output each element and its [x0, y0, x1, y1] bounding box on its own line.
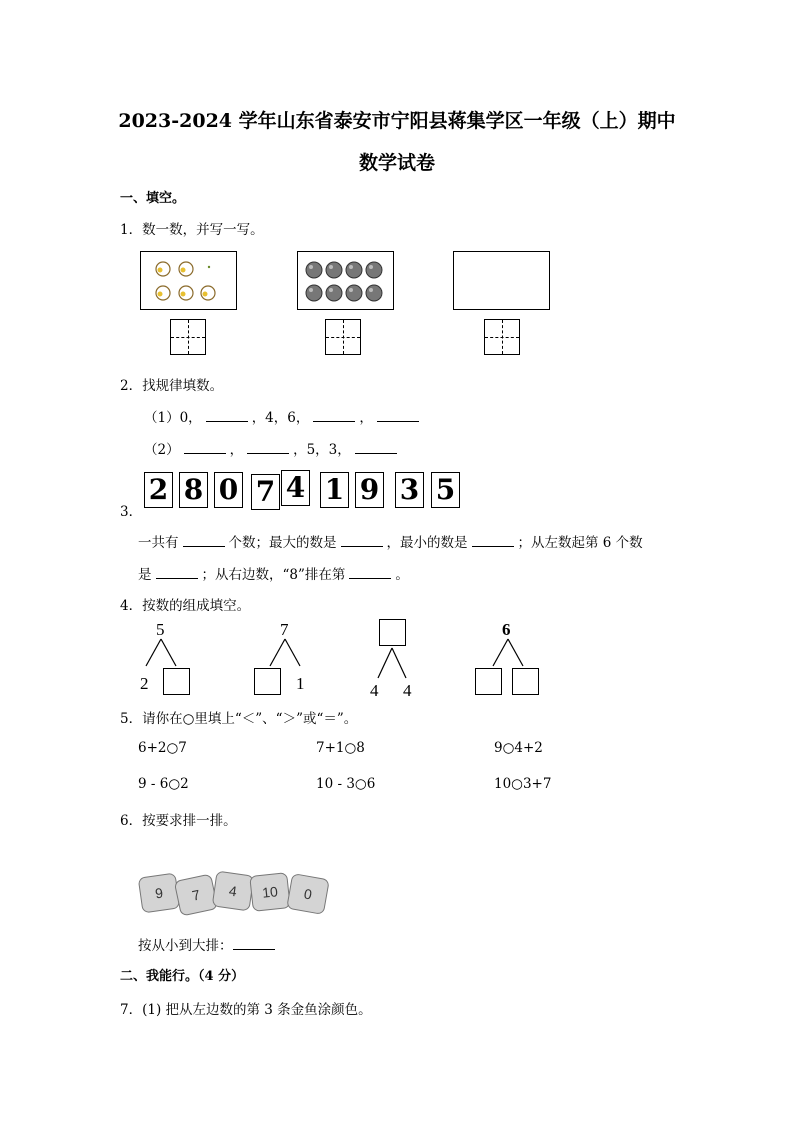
blank[interactable] — [341, 534, 383, 547]
bond-3-right: 4 — [403, 681, 412, 700]
page-subtitle: 数学试卷 — [358, 152, 435, 174]
bond-4-right-box[interactable] — [512, 668, 539, 695]
number-card: 7 — [174, 873, 219, 916]
digit-card: 7 — [251, 474, 280, 510]
blank[interactable] — [156, 566, 198, 579]
compare-item[interactable]: 7+1○8 — [316, 740, 365, 756]
answer-grid-2[interactable] — [325, 319, 361, 355]
question-5: 5．请你在○里填上“＜”、“＞”或“＝”。 — [120, 711, 358, 727]
compare-item[interactable]: 10○3+7 — [494, 776, 552, 792]
blank[interactable] — [472, 534, 514, 547]
answer-grid-3[interactable] — [484, 319, 520, 355]
question-6: 6．按要求排一排。 — [120, 813, 237, 829]
bond-2-left-box[interactable] — [254, 668, 281, 695]
question-2-1: （1）0， ，4，6， ， — [144, 406, 423, 426]
blank[interactable] — [183, 534, 225, 547]
compare-item[interactable]: 6+2○7 — [138, 740, 187, 756]
blank[interactable] — [184, 441, 226, 454]
bond-3-left: 4 — [370, 681, 379, 700]
digit-card: 8 — [179, 472, 208, 508]
bond-4-top: 6 — [502, 620, 511, 639]
blank[interactable] — [247, 441, 289, 454]
blank[interactable] — [349, 566, 391, 579]
question-6-answer: 按从小到大排： — [138, 934, 279, 954]
answer-grid-1[interactable] — [170, 319, 206, 355]
blank[interactable] — [377, 409, 419, 422]
empty-picture-box[interactable] — [453, 251, 550, 310]
question-3-number: 3． — [120, 504, 143, 520]
digit-card: 2 — [144, 472, 173, 508]
question-7: 7．(1) 把从左边数的第 3 条金鱼涂颜色。 — [120, 1002, 372, 1018]
blank[interactable] — [313, 409, 355, 422]
peach-icons — [141, 252, 236, 309]
digit-card: 5 — [431, 472, 460, 508]
blank[interactable] — [233, 937, 275, 950]
question-1: 1．数一数，并写一写。 — [120, 222, 264, 238]
digit-card: 0 — [214, 472, 243, 508]
question-2: 2．找规律填数。 — [120, 378, 224, 394]
question-4: 4．按数的组成填空。 — [120, 598, 251, 614]
question-3-line-2: 是 ；从右边数，“8”排在第 。 — [138, 567, 409, 583]
apple-picture-box — [297, 251, 394, 310]
number-card: 9 — [138, 873, 181, 914]
question-2-2: （2） ， ，5，3， — [144, 438, 401, 458]
bond-3-top-box[interactable] — [379, 619, 406, 646]
section-heading-1: 一、填空。 — [120, 191, 186, 206]
bond-1-top: 5 — [156, 620, 165, 639]
number-card: 10 — [249, 872, 291, 912]
digit-card: 4 — [281, 470, 310, 506]
digit-card: 3 — [395, 472, 424, 508]
compare-item[interactable]: 10 - 3○6 — [316, 776, 376, 792]
bond-2-top: 7 — [280, 620, 289, 639]
bond-1-right-box[interactable] — [163, 668, 190, 695]
apple-icons — [298, 252, 393, 309]
question-3-line-1: 一共有 个数；最大的数是 ，最小的数是 ；从左数起第 6 个数 — [138, 535, 643, 551]
page-title: 2023-2024 学年山东省泰安市宁阳县蒋集学区一年级（上）期中 — [118, 110, 676, 132]
digit-card: 1 — [320, 472, 349, 508]
bond-1-left: 2 — [140, 674, 149, 693]
bond-2-right: 1 — [296, 674, 305, 693]
compare-item[interactable]: 9 - 6○2 — [138, 776, 189, 792]
number-card: 0 — [286, 873, 330, 915]
blank[interactable] — [206, 409, 248, 422]
compare-item[interactable]: 9○4+2 — [494, 740, 543, 756]
peach-picture-box — [140, 251, 237, 310]
number-card: 4 — [212, 871, 255, 912]
digit-card: 9 — [355, 472, 384, 508]
section-heading-2: 二、我能行。（4 分） — [120, 969, 245, 984]
bond-4-left-box[interactable] — [475, 668, 502, 695]
blank[interactable] — [355, 441, 397, 454]
